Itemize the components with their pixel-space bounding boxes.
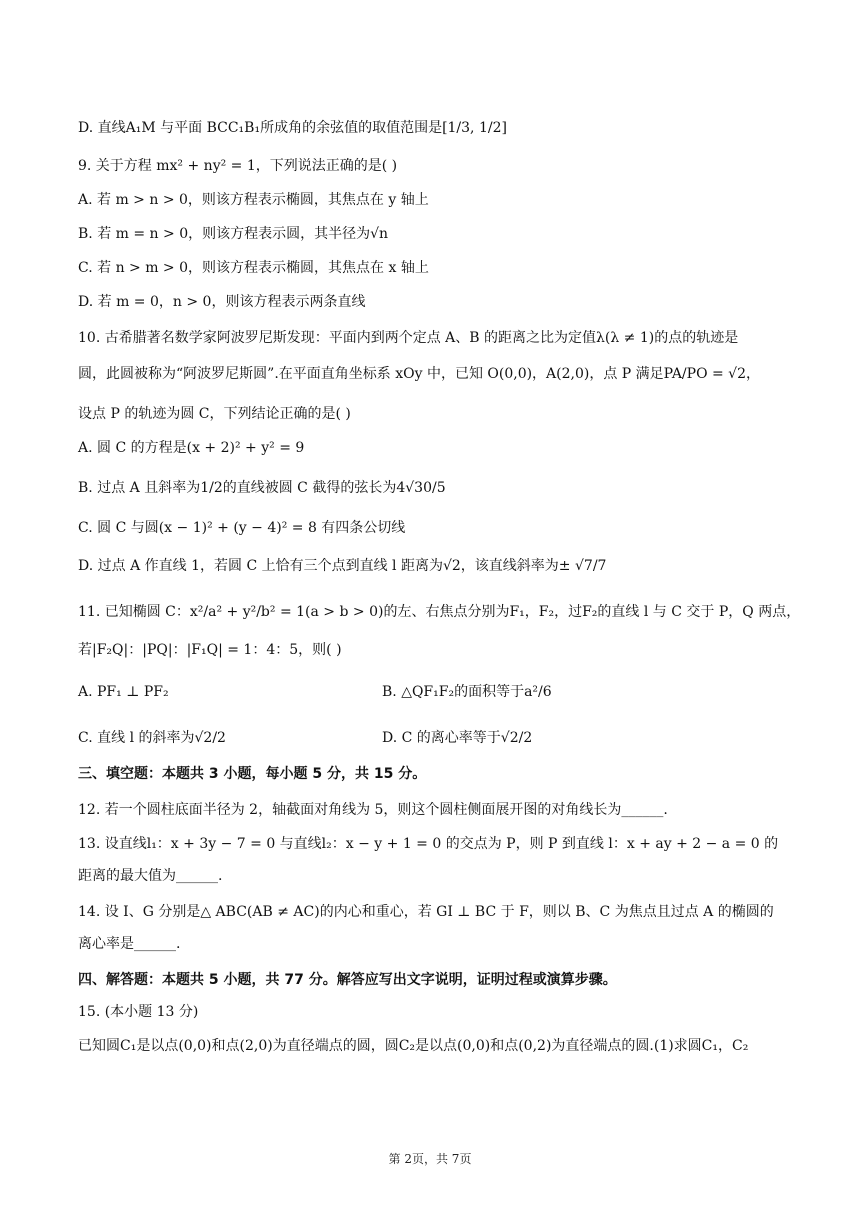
- q11-option-b: B. △QF₁F₂的面积等于a²/6: [382, 684, 552, 700]
- q15-stem: 已知圆C₁是以点(0,0)和点(2,0)为直径端点的圆，圆C₂是以点(0,0)和点(0,2)为直径端点的圆.(1)求圆C₁，C₂: [78, 1038, 749, 1054]
- q13-line-2: 距离的最大值为______.: [78, 868, 223, 884]
- q11-option-c: C. 直线 l 的斜率为√2/2: [78, 730, 226, 746]
- section-4-heading: 四、解答题：本题共 5 小题，共 77 分。解答应写出文字说明，证明过程或演算步骤。: [78, 972, 617, 988]
- q10-option-c: C. 圆 C 与圆(x − 1)² + (y − 4)² = 8 有四条公切线: [78, 520, 406, 536]
- q10-stem-2: 圆，此圆被称为“阿波罗尼斯圆”.在平面直角坐标系 xOy 中，已知 O(0,0)，A(2,0)，点 P 满足PA/PO = √2，: [78, 366, 760, 382]
- q9-option-a: A. 若 m > n > 0，则该方程表示椭圆，其焦点在 y 轴上: [78, 192, 429, 208]
- q10-stem-3: 设点 P 的轨迹为圆 C，下列结论正确的是( ): [78, 406, 351, 422]
- q9-option-b: B. 若 m = n > 0，则该方程表示圆，其半径为√n: [78, 226, 389, 242]
- page-footer: 第 2页，共 7页: [388, 1152, 472, 1166]
- q10-option-a: A. 圆 C 的方程是(x + 2)² + y² = 9: [78, 440, 305, 456]
- q13-line-1: 13. 设直线l₁：x + 3y − 7 = 0 与直线l₂：x − y + 1 = 0 的交点为 P，则 P 到直线 l：x + ay + 2 − a = 0 的: [78, 836, 779, 852]
- q14-line-2: 离心率是______.: [78, 936, 181, 952]
- q11-option-a: A. PF₁ ⊥ PF₂: [78, 684, 169, 700]
- q9-option-d: D. 若 m = 0，n > 0，则该方程表示两条直线: [78, 294, 366, 310]
- q10-stem-1: 10. 古希腊著名数学家阿波罗尼斯发现：平面内到两个定点 A、B 的距离之比为定值λ(λ ≠ 1)的点的轨迹是: [78, 330, 739, 346]
- q10-option-b: B. 过点 A 且斜率为1/2的直线被圆 C 截得的弦长为4√30/5: [78, 480, 446, 496]
- q14-line-1: 14. 设 I、G 分别是△ ABC(AB ≠ AC)的内心和重心，若 GI ⊥ BC 于 F，则以 B、C 为焦点且过点 A 的椭圆的: [78, 904, 774, 920]
- q9-option-c: C. 若 n > m > 0，则该方程表示椭圆，其焦点在 x 轴上: [78, 260, 429, 276]
- q15-header: 15. (本小题 13 分): [78, 1004, 199, 1020]
- q12: 12. 若一个圆柱底面半径为 2，轴截面对角线为 5，则这个圆柱侧面展开图的对角线长为______.: [78, 802, 668, 818]
- q8-option-d: D. 直线A₁M 与平面 BCC₁B₁所成角的余弦值的取值范围是[1/3, 1/2]: [78, 120, 507, 136]
- q11-option-d: D. C 的离心率等于√2/2: [382, 730, 533, 746]
- q11-stem-2: 若|F₂Q|：|PQ|：|F₁Q| = 1：4：5，则( ): [78, 642, 342, 658]
- q11-stem-1: 11. 已知椭圆 C：x²/a² + y²/b² = 1(a > b > 0)的左、右焦点分别为F₁，F₂，过F₂的直线 l 与 C 交于 P，Q 两点，: [78, 604, 801, 620]
- q10-option-d: D. 过点 A 作直线 1，若圆 C 上恰有三个点到直线 l 距离为√2，该直线斜率为± √7/7: [78, 558, 607, 574]
- section-3-heading: 三、填空题：本题共 3 小题，每小题 5 分，共 15 分。: [78, 766, 427, 782]
- q9-stem: 9. 关于方程 mx² + ny² = 1，下列说法正确的是( ): [78, 158, 398, 174]
